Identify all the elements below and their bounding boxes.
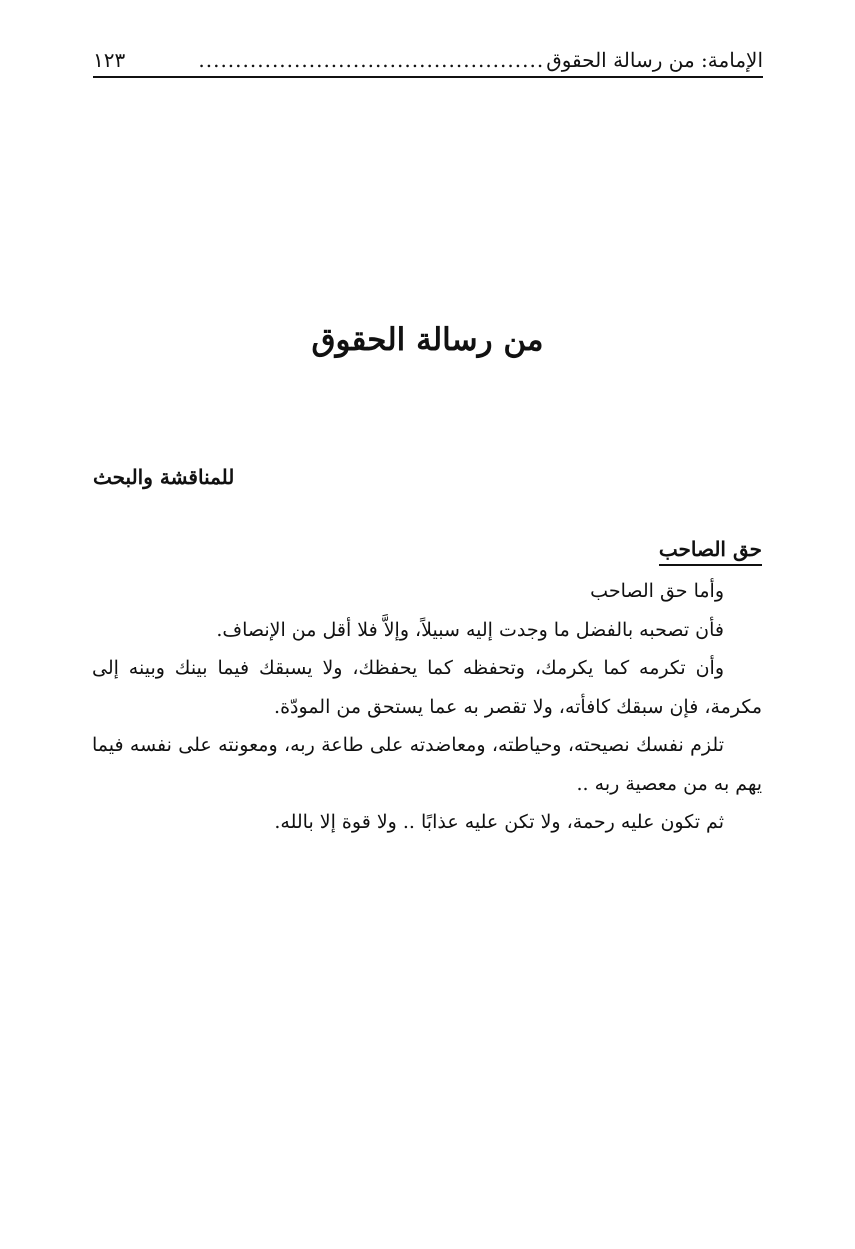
discussion-subtitle: للمناقشة والبحث [93, 465, 235, 489]
paragraph: فأن تصحبه بالفضل ما وجدت إليه سبيلاً، وإلاَّ فلا أقل من الإنصاف. [216, 618, 724, 641]
section-body [92, 572, 762, 842]
header-rule [93, 76, 763, 78]
page-number: ١٢٣ [93, 48, 126, 72]
running-header-title: الإمامة: من رسالة الحقوق [546, 48, 763, 72]
paragraph: وأن تكرمه كما يكرمك، وتحفظه كما يحفظك، ولا يسبقك فيما بينك وبينه إلى مكرمة، فإن سبقك كافأته، ولا تقصر به عما يستحق من المودّة. [92, 657, 762, 718]
paragraph: ثم تكون عليه رحمة، ولا تكن عليه عذابًا .. ولا قوة إلا بالله. [274, 811, 724, 833]
paragraph: تلزم نفسك نصيحته، وحياطته، ومعاضدته على طاعة ربه، ومعونته على نفسه فيما يهم به من معصية ربه .. [92, 734, 762, 795]
running-header-leader-dots: ............................................... [198, 48, 545, 72]
chapter-title: من رسالة الحقوق [311, 322, 544, 358]
paragraph: وأما حق الصاحب [590, 580, 724, 602]
running-header [93, 40, 763, 74]
section-heading: حق الصاحب [659, 534, 762, 566]
